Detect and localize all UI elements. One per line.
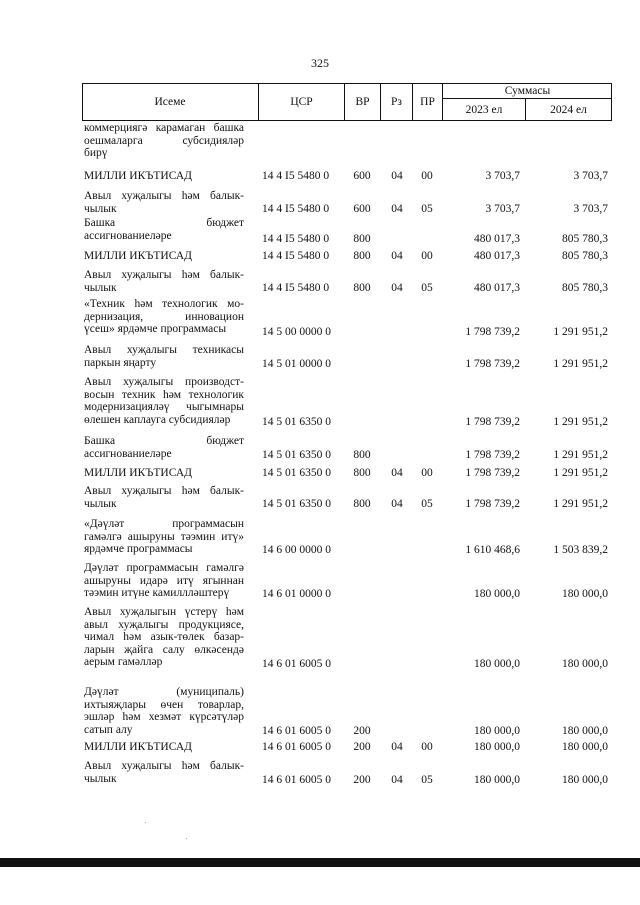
row-name (84, 344, 244, 369)
row-name (84, 435, 244, 460)
scan-bottom-edge (0, 858, 640, 867)
row-csr: 14 5 01 6350 0 (262, 497, 331, 510)
row-name (84, 217, 244, 242)
row-sum-2024: 180 000,0 (562, 740, 608, 753)
table-header (82, 83, 612, 121)
row-vr: 800 (353, 448, 371, 461)
row-sum-2023: 1 610 468,6 (465, 543, 520, 556)
row-name-line: «Дәүләт программасын (84, 518, 244, 530)
table-row (82, 190, 612, 215)
row-name-line: Авыл хуҗалыгын үстерү һәм (84, 606, 244, 618)
row-sum-2023: 3 703,7 (485, 202, 520, 215)
row-rz: 04 (391, 773, 403, 786)
row-rz: 04 (391, 202, 403, 215)
row-vr: 800 (353, 466, 371, 479)
header-csr: ЦСР (290, 96, 313, 108)
row-name-line: сатып алу (84, 723, 133, 736)
row-vr: 800 (353, 249, 371, 262)
row-sum-2024: 3 703,7 (573, 202, 608, 215)
row-name (84, 170, 244, 183)
row-sum-2023: 1 798 739,2 (465, 325, 520, 338)
row-csr: 14 6 01 6005 0 (262, 657, 331, 670)
row-name-line: «Техник һәм технологик мо- (84, 298, 244, 310)
row-vr: 200 (353, 773, 371, 786)
row-name-line: Авыл хуҗалыгы производст- (84, 376, 244, 388)
row-sum-2023: 180 000,0 (474, 740, 520, 753)
row-name-line: восын техник һәм технологик (84, 388, 244, 401)
header-pr: ПР (420, 96, 435, 108)
row-name-line: модернизацияләү чыгымнары (84, 401, 244, 413)
row-name-line: ярдәмче программасы (84, 543, 193, 555)
row-pr: 05 (421, 497, 433, 510)
row-rz: 04 (391, 281, 403, 294)
scan-speck (186, 838, 187, 839)
row-name-line: МИЛЛИ ИКЪТИСАД (84, 741, 192, 753)
row-sum-2023: 180 000,0 (474, 773, 520, 786)
row-vr: 600 (353, 202, 371, 215)
row-sum-2024: 1 503 839,2 (553, 543, 608, 556)
table-row (82, 562, 612, 600)
header-year-2023: 2023 ел (465, 103, 503, 116)
row-sum-2023: 1 798 739,2 (465, 497, 520, 510)
table-row (82, 376, 612, 428)
row-pr: 05 (421, 202, 433, 215)
row-vr: 200 (353, 724, 371, 737)
row-rz: 04 (391, 466, 403, 479)
row-name-line: ассигнованиеләре (84, 447, 172, 460)
row-csr: 14 5 01 6350 0 (262, 466, 331, 479)
row-sum-2024: 1 291 951,2 (553, 497, 608, 510)
row-name (84, 741, 244, 754)
row-sum-2024: 180 000,0 (562, 724, 608, 737)
row-name-line: МИЛЛИ ИКЪТИСАД (84, 467, 192, 479)
row-name-line: Дәүләт программасын гамәлгә (84, 562, 244, 574)
row-pr: 05 (421, 773, 433, 786)
row-csr: 14 6 01 6005 0 (262, 773, 331, 786)
row-vr: 800 (353, 281, 371, 294)
row-sum-2024: 180 000,0 (562, 657, 608, 670)
row-name-line: эшләр һәм хезмәт күрсәтүләр (84, 711, 244, 723)
row-sum-2023: 480 017,3 (474, 232, 520, 245)
row-name-line: Авыл хуҗалыгы һәм балык- (84, 190, 244, 202)
row-sum-2023: 1 798 739,2 (465, 415, 520, 428)
scan-speck (145, 822, 146, 823)
row-name-line: чимал һәм азык-төлек базар- (84, 631, 244, 643)
row-sum-2024: 1 291 951,2 (553, 466, 608, 479)
row-sum-2024: 805 780,3 (562, 249, 608, 262)
row-csr: 14 5 01 6350 0 (262, 415, 331, 428)
row-rz: 04 (391, 497, 403, 510)
table-row (82, 435, 612, 461)
row-rz: 04 (391, 740, 403, 753)
header-vr: ВР (355, 96, 370, 108)
row-name (84, 250, 244, 263)
row-name-line: ассигнованиеләре (84, 229, 172, 242)
row-name-line: чылык (84, 772, 117, 785)
row-name-line: авыл хуҗалыгы продукциясе, (84, 618, 244, 631)
row-name (84, 518, 244, 556)
row-name-line: бирү (84, 147, 108, 159)
row-name (84, 606, 244, 669)
row-sum-2023: 480 017,3 (474, 249, 520, 262)
row-name-line: МИЛЛИ ИКЪТИСАД (84, 250, 192, 262)
row-sum-2024: 805 780,3 (562, 281, 608, 294)
header-rz: Рз (391, 96, 402, 108)
table-row (82, 485, 612, 510)
row-name (84, 376, 244, 426)
row-name-line: аерым гамәлләр (84, 656, 163, 668)
row-sum-2024: 1 291 951,2 (553, 448, 608, 461)
row-csr: 14 6 01 0000 0 (262, 587, 331, 600)
table-row (82, 464, 612, 482)
row-name (84, 562, 244, 600)
row-name-line: Дәүләт (муниципаль) (84, 686, 244, 698)
row-vr: 800 (353, 232, 371, 245)
row-sum-2024: 1 291 951,2 (553, 415, 608, 428)
row-vr: 600 (353, 169, 371, 182)
page-number: 325 (311, 56, 329, 70)
table-row (82, 606, 612, 670)
row-name-line: Авыл хуҗалыгы һәм балык- (84, 485, 244, 497)
row-sum-2023: 180 000,0 (474, 587, 520, 600)
table-row (82, 344, 612, 370)
table-row (82, 217, 612, 245)
row-csr: 14 4 I5 5480 0 (262, 169, 330, 182)
table-row (82, 298, 612, 338)
row-sum-2024: 180 000,0 (562, 587, 608, 600)
row-pr: 00 (421, 249, 433, 262)
row-csr: 14 4 I5 5480 0 (262, 202, 330, 215)
row-name-line: ихтыяҗлары өчен товарлар, (84, 698, 244, 711)
table-row (82, 738, 612, 756)
row-sum-2023: 1 798 739,2 (465, 466, 520, 479)
row-name (84, 760, 244, 785)
row-name (84, 485, 244, 510)
row-vr: 800 (353, 497, 371, 510)
row-name-line: чылык (84, 202, 117, 215)
row-sum-2024: 1 291 951,2 (553, 357, 608, 370)
row-name-line: чылык (84, 497, 117, 510)
row-rz: 04 (391, 169, 403, 182)
row-rz: 04 (391, 249, 403, 262)
row-vr: 200 (353, 740, 371, 753)
row-csr: 14 5 01 6350 0 (262, 448, 331, 461)
row-name-line: коммерциягә карамаган башка (84, 122, 244, 134)
row-csr: 14 5 01 0000 0 (262, 357, 331, 370)
table-row (82, 760, 612, 786)
row-csr: 14 6 00 0000 0 (262, 543, 331, 556)
row-name (84, 122, 244, 160)
row-sum-2024: 180 000,0 (562, 773, 608, 786)
row-name (84, 686, 244, 736)
row-name-line: дернизация, инновацион (84, 310, 244, 323)
row-csr: 14 6 01 6005 0 (262, 740, 331, 753)
table-row (82, 686, 612, 737)
row-pr: 00 (421, 169, 433, 182)
table-row (82, 247, 612, 265)
row-name-line: чылык (84, 281, 117, 294)
row-sum-2024: 1 291 951,2 (553, 325, 608, 338)
row-csr: 14 4 I5 5480 0 (262, 249, 330, 262)
row-name-line: паркын яңарту (84, 356, 157, 369)
row-sum-2023: 1 798 739,2 (465, 357, 520, 370)
row-name-line: өлешен каплауга субсидияләр (84, 413, 231, 426)
table-row (82, 122, 612, 160)
row-name-line: Башка бюджет (84, 217, 244, 229)
row-name-line: тәэмин итүне камиллләштерү (84, 587, 230, 599)
row-sum-2023: 180 000,0 (474, 724, 520, 737)
row-name-line: Авыл хуҗалыгы һәм балык- (84, 269, 244, 281)
row-csr: 14 5 00 0000 0 (262, 325, 331, 338)
row-csr: 14 6 01 6005 0 (262, 724, 331, 737)
row-name (84, 298, 244, 336)
row-pr: 00 (421, 466, 433, 479)
row-name (84, 467, 244, 480)
row-name-line: ларын җайга салу өлкәсендә (84, 643, 244, 656)
row-name-line: ашыруны идарә итү ягыннан (84, 574, 244, 587)
row-name-line: Авыл хуҗалыгы техникасы (84, 344, 244, 356)
row-sum-2023: 180 000,0 (474, 657, 520, 670)
row-name-line: гамәлгә ашыруны тәэмин итү» (84, 530, 244, 543)
row-pr: 00 (421, 740, 433, 753)
row-name-line: оешмаларга субсидияләр (84, 134, 244, 147)
row-sum-2023: 3 703,7 (485, 169, 520, 182)
row-name (84, 190, 244, 215)
table-row (82, 269, 612, 294)
table-row (82, 518, 612, 556)
row-sum-2024: 805 780,3 (562, 232, 608, 245)
header-sums: Суммасы (504, 84, 551, 97)
row-pr: 05 (421, 281, 433, 294)
row-sum-2024: 3 703,7 (573, 169, 608, 182)
row-name-line: МИЛЛИ ИКЪТИСАД (84, 170, 192, 182)
row-name-line: Башка бюджет (84, 435, 244, 447)
header-year-2024: 2024 ел (550, 103, 587, 116)
row-sum-2023: 1 798 739,2 (465, 448, 520, 461)
row-name (84, 269, 244, 294)
row-csr: 14 4 I5 5480 0 (262, 281, 330, 294)
row-name-line: Авыл хуҗалыгы һәм балык- (84, 760, 244, 772)
row-sum-2023: 480 017,3 (474, 281, 520, 294)
row-csr: 14 4 I5 5480 0 (262, 232, 330, 245)
row-name-line: үсеш» ярдәмче программасы (84, 323, 227, 335)
header-name: Исеме (154, 96, 186, 108)
table-row (82, 167, 612, 185)
